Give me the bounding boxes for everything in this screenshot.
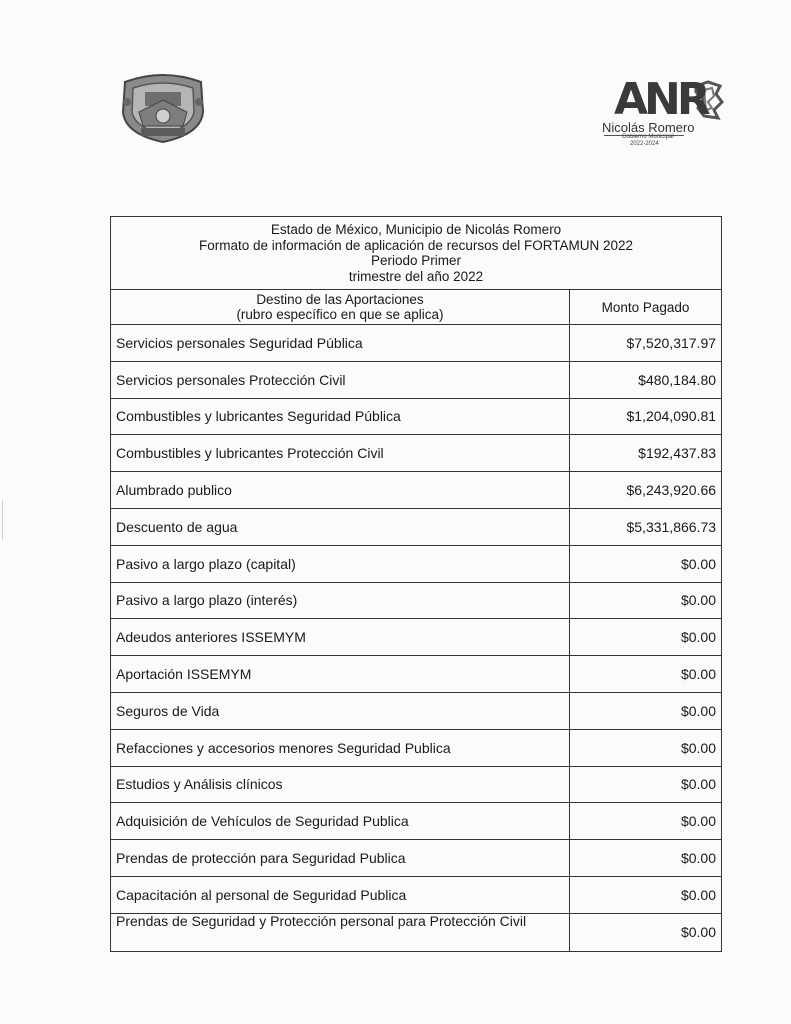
fortamun-report-table	[110, 216, 722, 952]
column-header-destination-line1: Destino de las Aportaciones	[256, 292, 424, 307]
table-row	[111, 729, 722, 766]
column-header-amount: Monto Pagado	[570, 290, 722, 325]
row-amount: $192,437.83	[570, 435, 722, 472]
row-amount: $0.00	[570, 876, 722, 913]
row-concept: Capacitación al personal de Seguridad Publica	[111, 876, 570, 913]
row-amount: $0.00	[570, 729, 722, 766]
row-concept: Servicios personales Seguridad Pública	[111, 325, 570, 362]
table-row	[111, 508, 722, 545]
row-amount: $480,184.80	[570, 361, 722, 398]
table-row	[111, 766, 722, 803]
table-row	[111, 472, 722, 509]
table-row	[111, 656, 722, 693]
row-concept: Combustibles y lubricantes Seguridad Pública	[111, 398, 570, 435]
row-concept: Descuento de agua	[111, 508, 570, 545]
row-amount: $0.00	[570, 803, 722, 840]
row-amount: $1,204,090.81	[570, 398, 722, 435]
report-rows	[111, 325, 722, 952]
column-header-destination-line2: (rubro específico en que se aplica)	[236, 307, 444, 322]
row-concept: Adquisición de Vehículos de Seguridad Publica	[111, 803, 570, 840]
brand-period: 2022-2024	[630, 141, 659, 147]
row-concept: Alumbrado publico	[111, 472, 570, 509]
row-concept: Estudios y Análisis clínicos	[111, 766, 570, 803]
municipal-crest-logo	[117, 72, 209, 144]
anr-brand-logo	[600, 74, 730, 156]
row-amount: $0.00	[570, 545, 722, 582]
column-header-destination	[111, 290, 570, 325]
table-row	[111, 619, 722, 656]
table-row	[111, 582, 722, 619]
row-concept: Pasivo a largo plazo (capital)	[111, 545, 570, 582]
table-row	[111, 325, 722, 362]
row-concept: Seguros de Vida	[111, 692, 570, 729]
row-concept: Adeudos anteriores ISSEMYM	[111, 619, 570, 656]
table-row	[111, 361, 722, 398]
row-amount: $0.00	[570, 619, 722, 656]
title-line-2: Formato de información de aplicación de recursos del FORTAMUN 2022	[199, 237, 633, 253]
table-row	[111, 435, 722, 472]
anr-letters: ANR	[614, 74, 707, 125]
scan-artifact	[2, 500, 3, 540]
row-amount: $0.00	[570, 766, 722, 803]
row-amount: $0.00	[570, 913, 722, 951]
row-concept: Combustibles y lubricantes Protección Civil	[111, 435, 570, 472]
title-line-4: trimestre del año 2022	[348, 268, 484, 284]
row-concept: Aportación ISSEMYM	[111, 656, 570, 693]
row-concept: Prendas de protección para Seguridad Publica	[111, 840, 570, 877]
table-row	[111, 803, 722, 840]
table-row	[111, 398, 722, 435]
row-concept: Servicios personales Protección Civil	[111, 361, 570, 398]
title-line-1: Estado de México, Municipio de Nicolás Romero	[270, 222, 562, 237]
table-row	[111, 692, 722, 729]
row-concept: Pasivo a largo plazo (interés)	[111, 582, 570, 619]
table-row	[111, 545, 722, 582]
row-amount: $0.00	[570, 582, 722, 619]
table-row	[111, 840, 722, 877]
row-amount: $5,331,866.73	[570, 508, 722, 545]
table-row	[111, 876, 722, 913]
title-line-3: Periodo Primer	[370, 253, 462, 268]
row-amount: $0.00	[570, 692, 722, 729]
row-concept: Refacciones y accesorios menores Seguridad Publica	[111, 729, 570, 766]
row-amount: $0.00	[570, 656, 722, 693]
row-amount: $0.00	[570, 840, 722, 877]
brand-subtitle: Gobierno Municipal	[622, 134, 674, 140]
brand-name: Nicolás Romero	[602, 120, 695, 135]
table-row	[111, 913, 722, 951]
report-title	[111, 217, 722, 290]
row-concept: Prendas de Seguridad y Protección personal para Protección Civil	[111, 913, 570, 951]
row-amount: $6,243,920.66	[570, 472, 722, 509]
row-amount: $7,520,317.97	[570, 325, 722, 362]
